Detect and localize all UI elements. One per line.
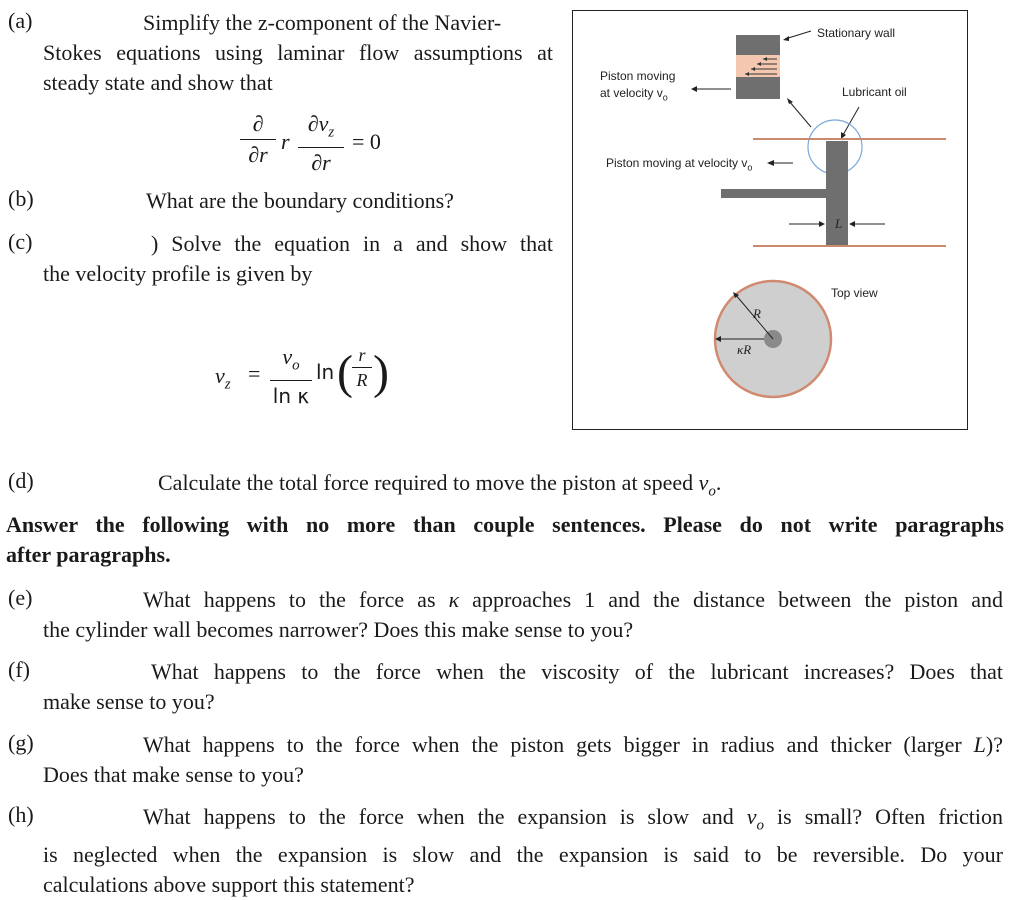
eq-c-rparen: ) — [373, 346, 389, 399]
part-f-label: (f) — [8, 657, 30, 682]
part-b-text: What are the boundary conditions? — [146, 188, 454, 213]
piston-rod — [721, 189, 827, 198]
label-inner-radius: κR — [737, 342, 752, 357]
part-h-label: (h) — [8, 802, 34, 827]
label-lubricant-oil: Lubricant oil — [842, 85, 907, 99]
eq-c-frac: $v_o$ ln κ — [270, 343, 312, 410]
part-h-line3: calculations above support this statement? — [43, 872, 415, 898]
instructions-line2: after paragraphs. — [6, 542, 171, 567]
part-e-text: What happens to the force as κ approaches 1 and the distance between the piston and the cylinder wall becomes narrower? Does this make sense to you? — [43, 585, 1003, 645]
part-f-line2: make sense to you? — [43, 689, 215, 714]
part-a-label: (a) — [8, 8, 33, 33]
label-piston-moving-1: Piston moving — [600, 69, 676, 83]
label-stationary-wall: Stationary wall — [817, 26, 896, 40]
part-b-label: (b) — [8, 186, 34, 211]
part-c-text — [43, 229, 553, 289]
eq-c-lhs: $v_z$ — [215, 363, 231, 393]
eq-a-r: r — [281, 129, 290, 154]
instructions — [6, 510, 1004, 570]
part-a-text — [43, 8, 553, 98]
eq-a-rhs: = 0 — [352, 129, 381, 154]
part-c-line1: ) Solve the equation in a and show that — [151, 231, 553, 256]
part-g-line2: Does that make sense to you? — [43, 762, 304, 787]
part-c-label: (c) — [8, 229, 33, 254]
eq-c-ln: ln — [316, 360, 335, 384]
part-e-line2: the cylinder wall becomes narrower? Does this make sense to you? — [43, 617, 634, 642]
part-a-line3: steady state and show that — [43, 70, 273, 95]
part-g-label: (g) — [8, 730, 34, 755]
label-piston-moving-2: Piston moving at velocity $v_o$ — [606, 156, 753, 173]
label-radius-R: R — [753, 306, 761, 321]
eq-a-frac1: ∂ ∂r — [240, 110, 276, 169]
part-h-text: What happens to the force when the expansion is slow and $v_o$ is small? Often friction is neglected when the expansion is slow and the expansion is said to be reversible. Do your calculations above support this statement? — [43, 802, 1003, 900]
part-d-label: (d) — [8, 468, 34, 493]
instructions-line1: Answer the following with no more than couple sentences. Please do not write paragraphs — [6, 512, 1004, 537]
part-e-label: (e) — [8, 585, 33, 610]
stationary-wall-block-top — [736, 35, 780, 55]
part-h-line2: is neglected when the expansion is slow and the expansion is said to be reversible. Do your — [43, 842, 1003, 868]
part-c-line2: the velocity profile is given by — [43, 261, 313, 286]
part-f-text: What happens to the force when the viscosity of the lubricant increases? Does that make sense to you? — [43, 657, 1003, 717]
eq-c-inner-frac: r R — [352, 344, 372, 391]
eq-c-equals: = — [248, 361, 261, 386]
part-a-line2: Stokes equations using laminar flow assumptions at — [43, 40, 553, 65]
piston-diagram — [572, 10, 968, 430]
eq-c-lparen: ( — [337, 346, 353, 399]
part-a-line1: Simplify the z-component of the Navier- — [143, 10, 502, 35]
eq-a-frac2: $\partial v_z$ ∂r — [298, 110, 344, 177]
label-top-view: Top view — [831, 286, 878, 300]
part-g-text: What happens to the force when the piston gets bigger in radius and thicker (larger L)? Does that make sense to you? — [43, 730, 1003, 790]
label-length-L: L — [835, 216, 843, 231]
piston-block-bottom — [736, 77, 780, 99]
label-at-velocity: at velocity $v_o$ — [600, 86, 668, 103]
part-d-text: Calculate the total force required to move the piston at speed $v_o$. — [158, 470, 722, 500]
